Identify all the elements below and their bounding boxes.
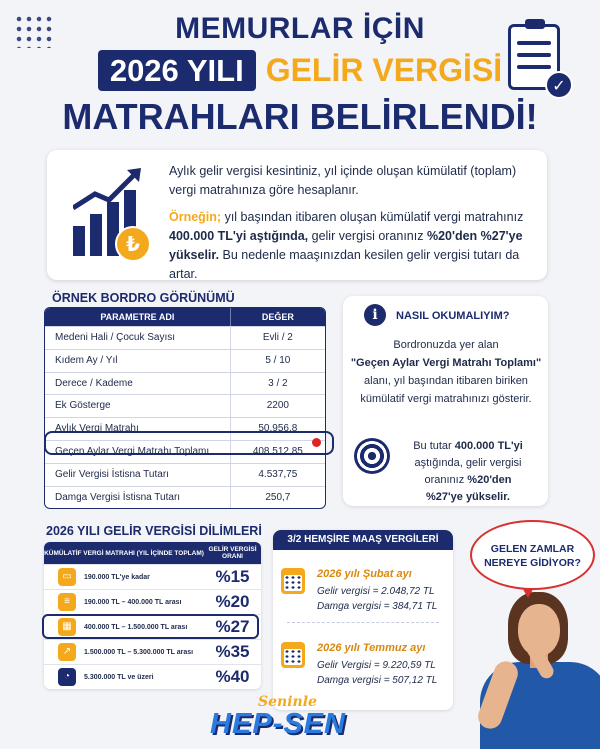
svg-text:₺: ₺ (126, 232, 140, 256)
feb-stamp-tax: Damga vergisi = 384,71 TL (317, 601, 438, 612)
calendar-icon (281, 642, 305, 668)
bracket-row: ≡ 190.000 TL – 400.000 TL arası %20 (44, 589, 261, 614)
table-row: Gelir Vergisi İstisna Tutarı 4.537,75 (45, 463, 325, 486)
bracket-row: ↗ 1.500.000 TL – 5.300.000 TL arası %35 (44, 639, 261, 664)
title-line-3: MATRAHLARI BELİRLENDİ! (62, 96, 538, 137)
checkmark-icon: ✓ (545, 71, 573, 99)
feb-title: 2026 yılı Şubat ayı (317, 568, 412, 580)
hepsen-logo: Seninle HEP-SEN (210, 694, 346, 740)
how-text: Bordronuzda yer alan "Geçen Aylar Vergi Matrahı Toplamı" alanı, yıl başından itibaren biriken kümülatif vergi matrahınızı gösterir. (350, 339, 542, 405)
wallet-icon: ▭ (58, 568, 76, 586)
pie-chart-icon: ◔ (58, 668, 76, 686)
calendar-icon (281, 568, 305, 594)
intro-card (47, 150, 547, 280)
jul-income-tax: Gelir Vergisi = 9.220,59 TL (317, 660, 436, 671)
title-line-1: MEMURLAR İÇİN (175, 12, 425, 45)
table-row: Damga Vergisi İstisna Tutarı 250,7 (45, 486, 325, 509)
jul-title: 2026 yılı Temmuz ayı (317, 642, 426, 654)
title-tax: GELİR VERGİSİ (265, 52, 503, 88)
info-icon: i (364, 304, 386, 326)
jul-stamp-tax: Damga vergisi = 507,12 TL (317, 675, 438, 686)
title-year: 2026 YILI (98, 50, 256, 91)
table-row: Derece / Kademe 3 / 2 (45, 372, 325, 395)
how-threshold-text: Bu tutar 400.000 TL'yi aştığında, gelir vergisi oranınız %20'den %27'ye yükselir. (413, 440, 523, 503)
target-icon (354, 438, 390, 474)
table-header: PARAMETRE ADI DEĞER (45, 308, 325, 326)
chart-up-icon: ↗ (58, 643, 76, 661)
bracket-row: ▭ 190.000 TL'ye kadar %15 (44, 564, 261, 589)
bordro-title: ÖRNEK BORDRO GÖRÜNÜMÜ (52, 291, 235, 305)
bordro-table (44, 307, 326, 509)
bracket-row-highlighted: ▦ 400.000 TL – 1.500.000 TL arası %27 (44, 614, 261, 639)
table-row: Ek Gösterge 2200 (45, 394, 325, 417)
growth-chart-lira-icon (73, 166, 163, 266)
table-row: Kıdem Ay / Yıl 5 / 10 (45, 349, 325, 372)
money-stack-icon: ≡ (58, 593, 76, 611)
bracket-highlight-outline (42, 614, 259, 639)
speech-bubble: GELEN ZAMLAR NEREYE GİDİYOR? (470, 520, 595, 590)
dilim-title: 2026 YILI GELİR VERGİSİ DİLİMLERİ (46, 524, 262, 538)
feb-income-tax: Gelir vergisi = 2.048,72 TL (317, 586, 435, 597)
table-header: KÜMÜLATİF VERGİ MATRAHI (YIL İÇİNDE TOPLAM) GELİR VERGİSİ ORANI (44, 542, 261, 564)
table-row-highlighted: Geçen Aylar Vergi Matrahı Toplamı 408.512,85 (45, 440, 325, 463)
calculator-icon: ▦ (58, 618, 76, 636)
red-dot-marker (312, 438, 321, 447)
intro-paragraph: Aylık gelir vergisi kesintiniz, yıl içinde oluşan kümülatif (toplam) vergi matrahınıza göre hesaplanır. (169, 164, 517, 197)
salary-tax-card (273, 530, 453, 710)
table-row: Aylık Vergi Matrahı 50.956,8 (45, 417, 325, 440)
highlight-outline (44, 431, 334, 455)
table-row: Medeni Hali / Çocuk Sayısı Evli / 2 (45, 326, 325, 349)
intro-example: Örneğin; yıl başından itibaren oluşan kümülatif vergi matrahınız 400.000 TL'yi aştığında, gelir vergisi oranınız %20'den %27'ye yükselir. Bu nedenle maaşınızdan kesilen gelir vergisi tutarı da artar. (169, 210, 524, 281)
divider (287, 622, 439, 623)
title-line-2 (0, 50, 600, 91)
salary-tax-title: 3/2 HEMŞİRE MAAŞ VERGİLERİ (273, 530, 453, 550)
bracket-row: ◔ 5.300.000 TL ve üzeri %40 (44, 664, 261, 689)
how-title: NASIL OKUMALIYIM? (396, 310, 510, 322)
